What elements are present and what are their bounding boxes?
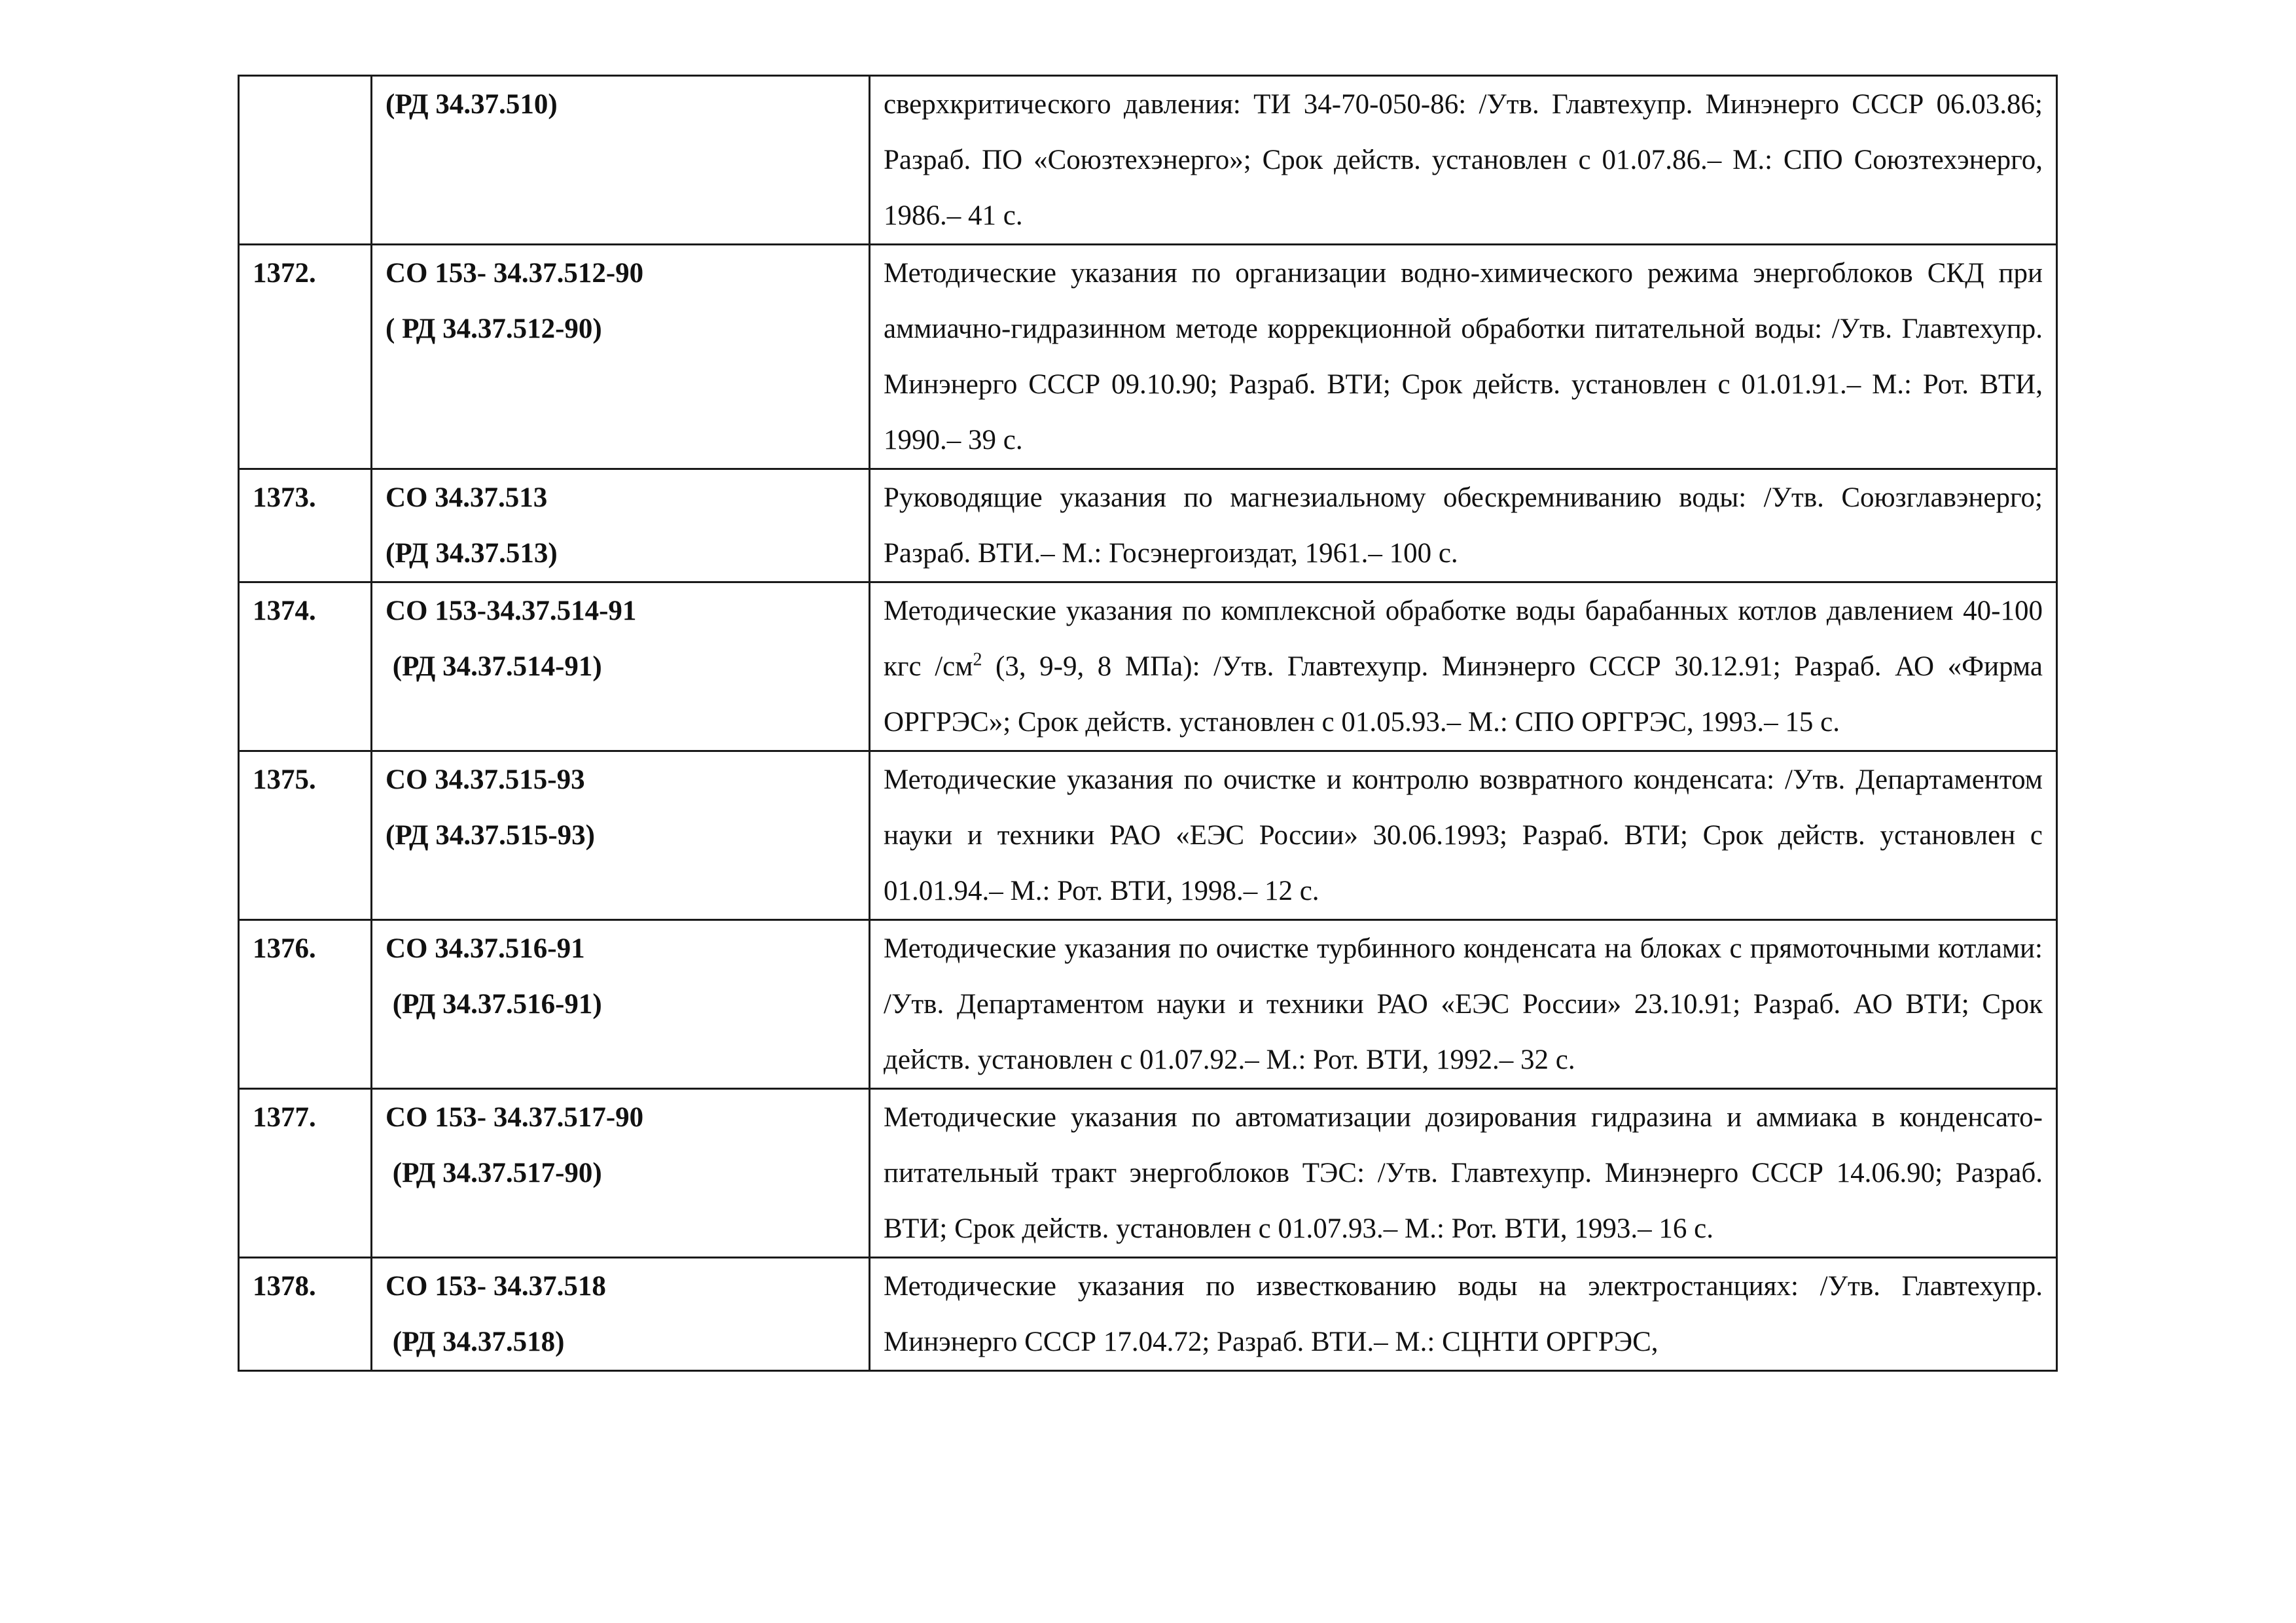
document-description	[870, 582, 2057, 751]
row-number: 1378.	[239, 1258, 372, 1371]
table-row	[239, 469, 2057, 582]
table-row	[239, 76, 2057, 245]
document-code	[372, 1258, 870, 1371]
document-code-so: СО 153- 34.37.512-90	[386, 258, 644, 289]
superscript: 2	[973, 649, 982, 670]
document-code-rd: (РД 34.37.515-93)	[386, 820, 595, 851]
document-code-rd: ( РД 34.37.512-90)	[386, 313, 602, 344]
document-description: Методические указания по известкованию воды на электростанциях: /Утв. Главтехупр. Минэнерго СССР 17.04.72; Разраб. ВТИ.– М.: СЦНТИ ОРГРЭС,	[870, 1258, 2057, 1371]
document-code	[372, 76, 870, 245]
document-code-so: СО 34.37.516-91	[386, 933, 585, 964]
row-number: 1372.	[239, 245, 372, 469]
description-text: Методические указания по комплексной обработке воды барабанных котлов давлением 40-100 кгс /см	[884, 596, 2043, 682]
document-code-so: СО 153- 34.37.517-90	[386, 1102, 644, 1133]
row-number: 1374.	[239, 582, 372, 751]
document-code-rd: (РД 34.37.514-91)	[386, 651, 602, 682]
document-description: Методические указания по очистке и контролю возвратного конденсата: /Утв. Департаментом науки и техники РАО «ЕЭС России» 30.06.1993; Разраб. ВТИ; Срок действ. установлен с 01.01.94.– М.: Рот. ВТИ, 1998.– 12 с.	[870, 751, 2057, 920]
document-description: Методические указания по организации водно-химического режима энергоблоков СКД при аммиачно-гидразинном методе коррекционной обработки питательной воды: /Утв. Главтехупр. Минэнерго СССР 09.10.90; Разраб. ВТИ; Срок действ. установлен с 01.01.91.– М.: Рот. ВТИ, 1990.– 39 с.	[870, 245, 2057, 469]
document-description: сверхкритического давления: ТИ 34-70-050-86: /Утв. Главтехупр. Минэнерго СССР 06.03.86; Разраб. ПО «Союзтехэнерго»; Срок действ. установлен с 01.07.86.– М.: СПО Союзтехэнерго, 1986.– 41 с.	[870, 76, 2057, 245]
document-description: Руководящие указания по магнезиальному обескремниванию воды: /Утв. Союзглавэнерго; Разраб. ВТИ.– М.: Госэнергоиздат, 1961.– 100 с.	[870, 469, 2057, 582]
row-number: 1375.	[239, 751, 372, 920]
row-number: 1376.	[239, 920, 372, 1089]
document-code-rd: (РД 34.37.518)	[386, 1327, 565, 1357]
document-code-so: СО 34.37.513	[386, 482, 548, 513]
description-text: (3, 9-9, 8 МПа): /Утв. Главтехупр. Минэнерго СССР 30.12.91; Разраб. АО «Фирма ОРГРЭС»; Срок действ. установлен с 01.05.93.– М.: СПО ОРГРЭС, 1993.– 15 с.	[884, 651, 2043, 738]
document-code-so: СО 153-34.37.514-91	[386, 596, 637, 626]
document-code	[372, 469, 870, 582]
row-number: 1373.	[239, 469, 372, 582]
document-code-so: СО 153- 34.37.518	[386, 1271, 606, 1302]
document-code-rd: (РД 34.37.516-91)	[386, 989, 602, 1020]
row-number	[239, 76, 372, 245]
document-code-rd: (РД 34.37.513)	[386, 538, 558, 569]
table-row	[239, 245, 2057, 469]
document-code	[372, 1089, 870, 1258]
document-code	[372, 582, 870, 751]
document-code	[372, 751, 870, 920]
table-row	[239, 582, 2057, 751]
document-description: Методические указания по очистке турбинного конденсата на блоках с прямоточными котлами: /Утв. Департаментом науки и техники РАО «ЕЭС России» 23.10.91; Разраб. АО ВТИ; Срок действ. установлен с 01.07.92.– М.: Рот. ВТИ, 1992.– 32 с.	[870, 920, 2057, 1089]
document-code-rd: (РД 34.37.517-90)	[386, 1158, 602, 1188]
table-row	[239, 1089, 2057, 1258]
document-code-line: (РД 34.37.510)	[386, 89, 558, 120]
standards-table	[238, 75, 2058, 1372]
table-row	[239, 1258, 2057, 1371]
document-code	[372, 245, 870, 469]
row-number: 1377.	[239, 1089, 372, 1258]
document-description: Методические указания по автоматизации дозирования гидразина и аммиака в конденсато-питательный тракт энергоблоков ТЭС: /Утв. Главтехупр. Минэнерго СССР 14.06.90; Разраб. ВТИ; Срок действ. установлен с 01.07.93.– М.: Рот. ВТИ, 1993.– 16 с.	[870, 1089, 2057, 1258]
document-code	[372, 920, 870, 1089]
document-code-so: СО 34.37.515-93	[386, 764, 585, 795]
table-row	[239, 920, 2057, 1089]
table-row	[239, 751, 2057, 920]
